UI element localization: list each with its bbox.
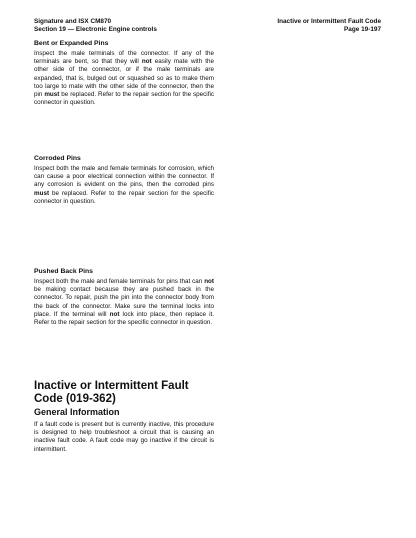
- text-run: be making contact because they are pushed back in the connector. To repair, push the pin into the connector body from the back of the connector. Make sure the terminal locks into place. If the terminal will: [34, 286, 214, 318]
- text-run: be replaced. Refer to the repair section for the specific connector in question.: [34, 189, 214, 205]
- text-run: easily mate with the other side of the connector, or if the male terminals are expanded, that is, bulged out or squashed so as to make them too large to mate with the other side of the connector, then the pin: [34, 58, 214, 99]
- section-corroded-pins: [34, 155, 214, 206]
- procedure-paragraph: If a fault code is present but is currently inactive, this procedure is designed to help troubleshoot a circuit that is causing an inactive fault code. A fault code may go inactive if the circuit is intermittent.: [34, 421, 214, 453]
- section-paragraph: [34, 165, 214, 206]
- text-run: lock into place, then replace it. Refer to the repair section for the specific connector in question.: [34, 310, 214, 327]
- section-inactive-fault-code: [34, 380, 214, 454]
- procedure-subtitle: General Information: [34, 407, 120, 417]
- text-run: Inspect the male terminals of the connector. If any of the terminals are bent, so that they will: [34, 50, 214, 66]
- header-doc-title: Signature and ISX CM870: [34, 18, 112, 25]
- section-pushed-back-pins: [34, 268, 214, 327]
- section-heading: Pushed Back Pins: [34, 268, 93, 275]
- header-page-number: Page 19-197: [344, 26, 381, 33]
- emphasis: must: [44, 91, 60, 99]
- header-section: Section 19 — Electronic Engine controls: [34, 26, 157, 33]
- emphasis: not: [109, 310, 120, 318]
- text-run: be replaced. Refer to the repair section for the specific connector in question.: [34, 91, 214, 107]
- emphasis: must: [34, 189, 50, 197]
- text-run: Inspect both the male and female terminals for corrosion, which can cause a poor electrical connection within the connector. If any corrosion is evident on the pins, then the corroded pins: [34, 165, 214, 189]
- header-topic: Inactive or Intermittent Fault Code: [277, 18, 381, 25]
- section-paragraph: [34, 50, 214, 107]
- section-heading: Bent or Expanded Pins: [34, 40, 109, 47]
- section-bent-pins: [34, 40, 214, 107]
- emphasis: not: [204, 278, 214, 285]
- header-right: [277, 18, 381, 34]
- section-heading: Corroded Pins: [34, 155, 81, 162]
- emphasis: not: [141, 58, 152, 66]
- text-run: Inspect both the male and female terminals for pins that can: [34, 278, 205, 285]
- header-left: [34, 18, 157, 34]
- procedure-title: Inactive or Intermittent Fault Code (019-362): [34, 380, 189, 405]
- section-paragraph: [34, 278, 214, 327]
